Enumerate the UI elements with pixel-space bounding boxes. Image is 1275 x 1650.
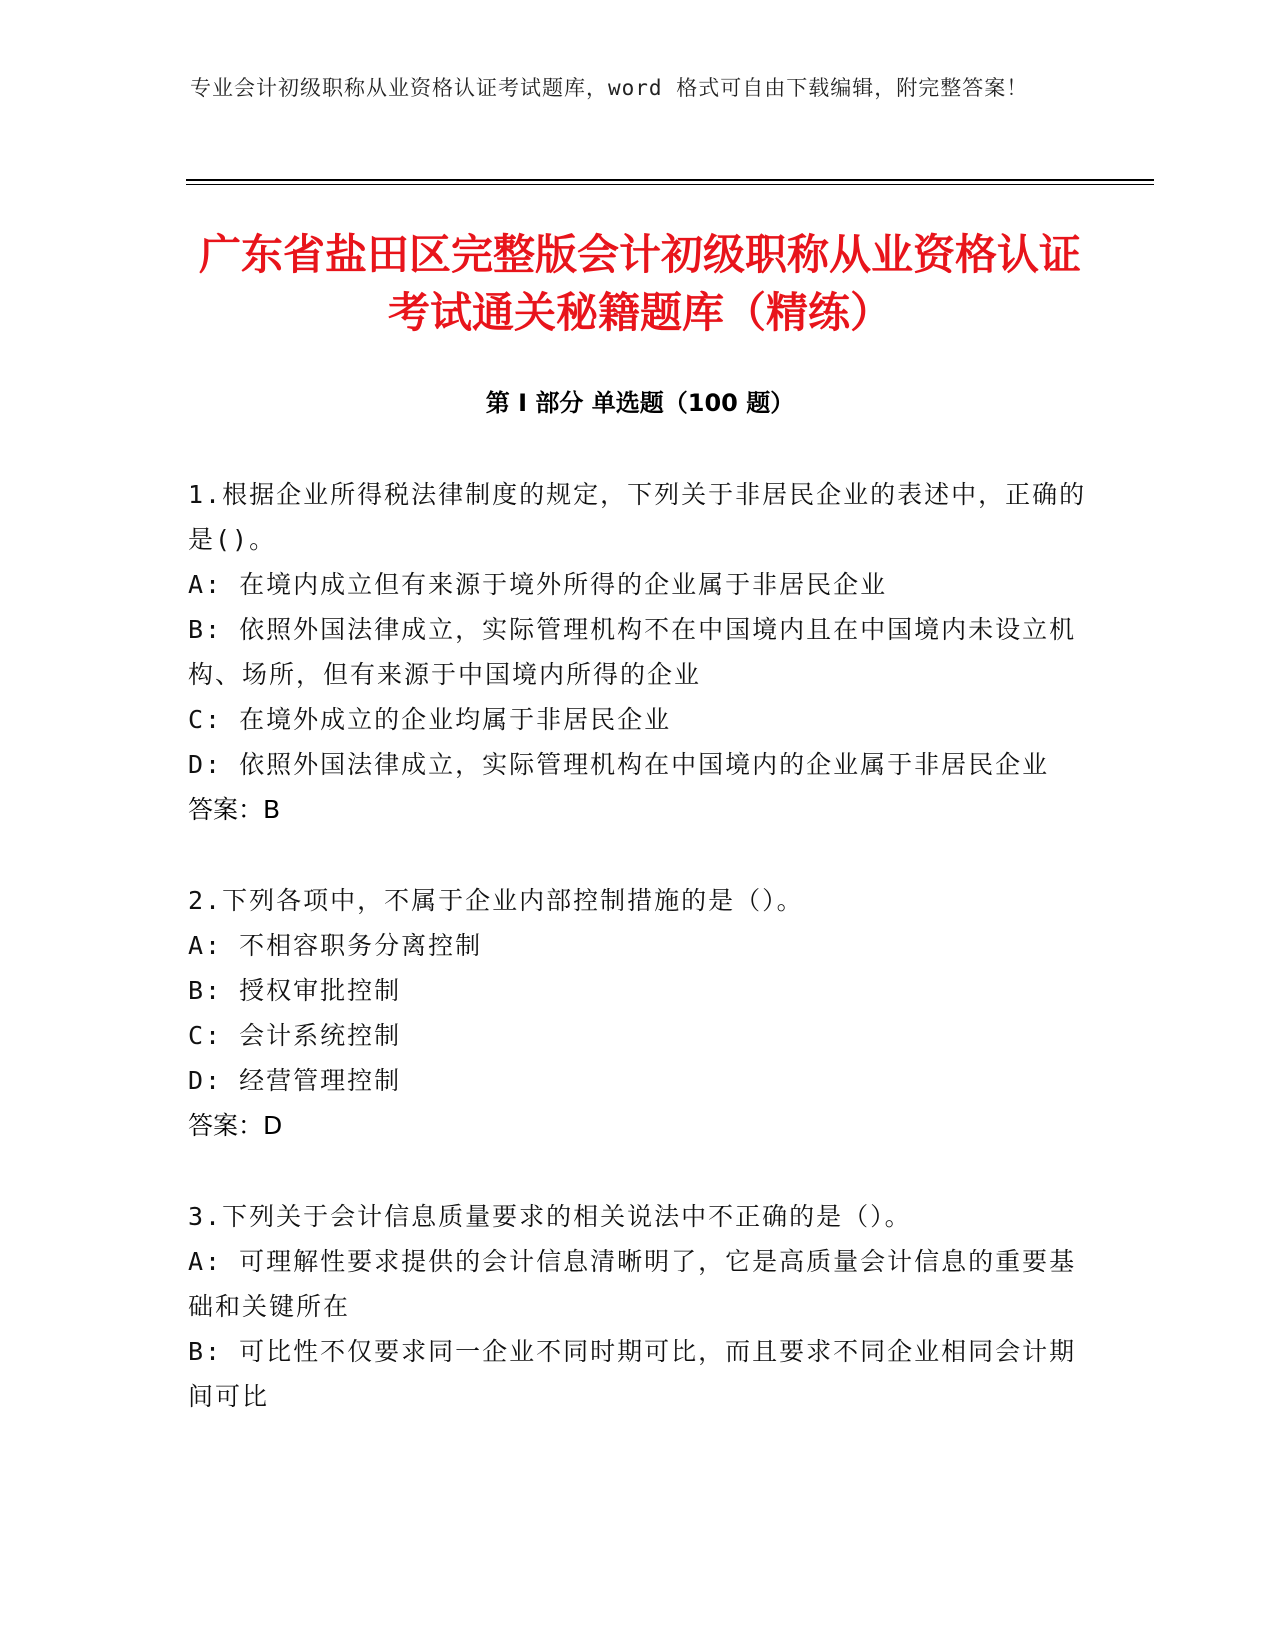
option-a: A: 可理解性要求提供的会计信息清晰明了，它是高质量会计信息的重要基础和关键所在 bbox=[188, 1247, 1077, 1321]
header-divider-thick bbox=[186, 179, 1154, 181]
option-b: B: 依照外国法律成立，实际管理机构不在中国境内且在中国境内未设立机构、场所，但有来源于中国境内所得的企业 bbox=[188, 615, 1077, 689]
option-c: C: 在境外成立的企业均属于非居民企业 bbox=[188, 705, 672, 734]
question-stem: 1.根据企业所得税法律制度的规定，下列关于非居民企业的表述中，正确的是()。 bbox=[188, 480, 1087, 554]
option-d: D: 依照外国法律成立，实际管理机构在中国境内的企业属于非居民企业 bbox=[188, 750, 1050, 779]
header-divider-thin bbox=[186, 184, 1154, 185]
question-stem: 3.下列关于会计信息质量要求的相关说法中不正确的是（）。 bbox=[188, 1202, 912, 1231]
answer-label: 答案：D bbox=[188, 1111, 283, 1140]
question-1 bbox=[188, 472, 1088, 832]
document-title: 广东省盐田区完整版会计初级职称从业资格认证考试通关秘籍题库（精练） bbox=[198, 230, 1081, 337]
question-2 bbox=[188, 878, 1088, 1148]
option-b: B: 授权审批控制 bbox=[188, 976, 402, 1005]
answer-label: 答案：B bbox=[188, 795, 281, 824]
header-note: 专业会计初级职称从业资格认证考试题库，word 格式可自由下载编辑，附完整答案！ bbox=[190, 76, 1029, 100]
question-list bbox=[188, 472, 1088, 1465]
option-a: A: 不相容职务分离控制 bbox=[188, 931, 483, 960]
option-a: A: 在境内成立但有来源于境外所得的企业属于非居民企业 bbox=[188, 570, 888, 599]
section-title: 第 I 部分 单选题（100 题） bbox=[485, 389, 795, 417]
option-d: D: 经营管理控制 bbox=[188, 1066, 402, 1095]
question-3 bbox=[188, 1194, 1088, 1419]
option-b: B: 可比性不仅要求同一企业不同时期可比，而且要求不同企业相同会计期间可比 bbox=[188, 1337, 1077, 1411]
option-c: C: 会计系统控制 bbox=[188, 1021, 402, 1050]
question-stem: 2.下列各项中，不属于企业内部控制措施的是（）。 bbox=[188, 886, 804, 915]
